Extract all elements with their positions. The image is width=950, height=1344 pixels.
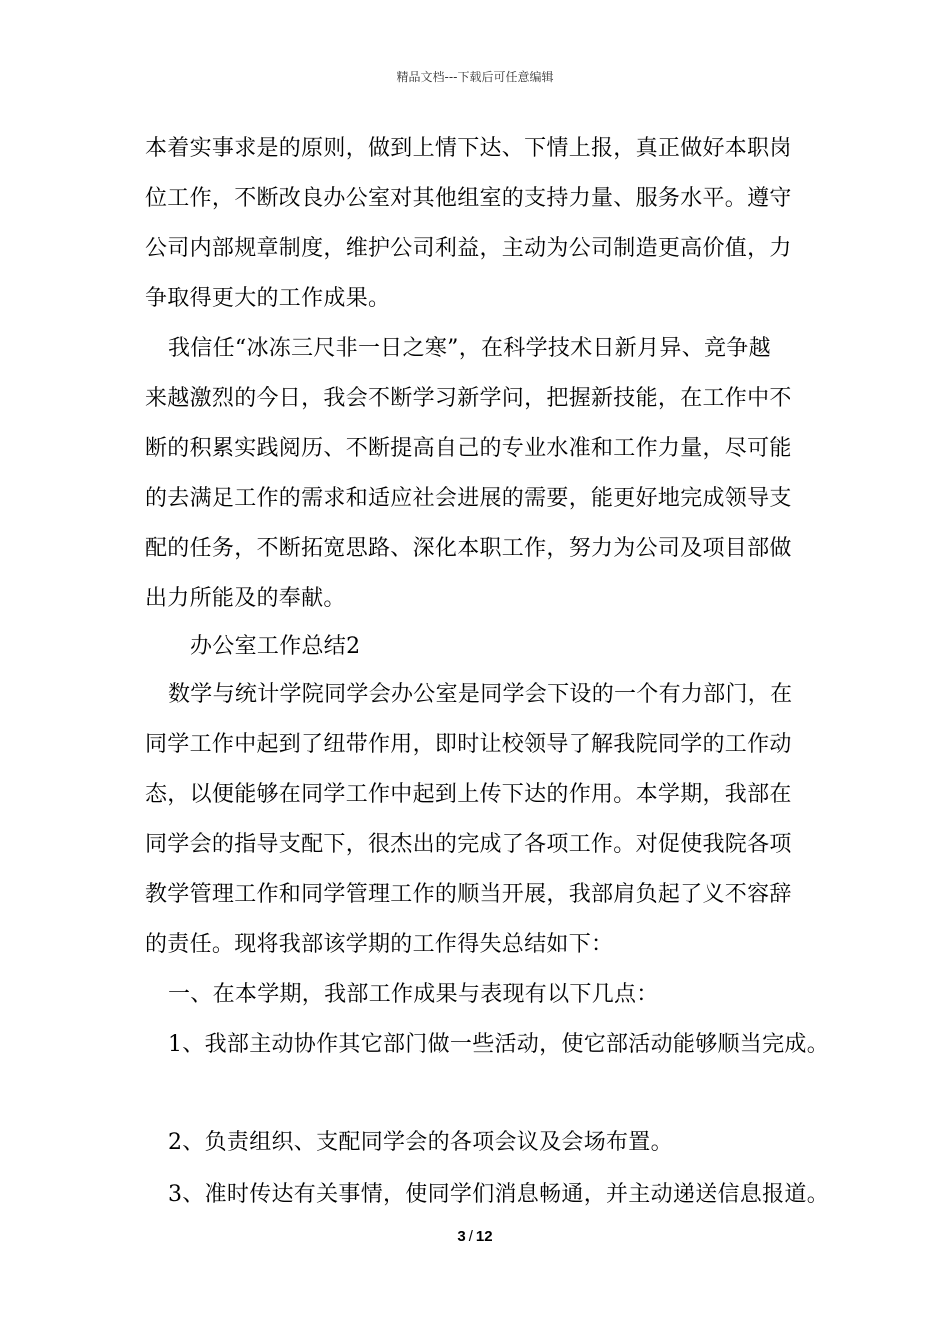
list-item: 3、准时传达有关事情，使同学们消息畅通，并主动递送信息报道。: [168, 1182, 829, 1207]
body-line: 数学与统计学院同学会办公室是同学会下设的一个有力部门，在: [168, 682, 793, 707]
body-line: 教学管理工作和同学管理工作的顺当开展，我部肩负起了义不容辞: [145, 882, 792, 907]
body-line: 断的积累实践阅历、不断提高自己的专业水准和工作力量，尽可能: [145, 436, 792, 461]
body-line: 的责任。现将我部该学期的工作得失总结如下：: [145, 932, 614, 957]
body-line: 本着实事求是的原则，做到上情下达、下情上报，真正做好本职岗: [145, 136, 792, 161]
page-separator: /: [468, 1228, 473, 1245]
body-line: 配的任务，不断拓宽思路、深化本职工作，努力为公司及项目部做: [145, 536, 792, 561]
body-line: 我信任“冰冻三尺非一日之寒”，在科学技术日新月异、竞争越: [168, 336, 771, 361]
page-number: [0, 1227, 950, 1247]
page-header: 精品文档---下载后可任意编辑: [396, 70, 554, 84]
current-page: 3: [457, 1228, 466, 1245]
body-line: 位工作，不断改良办公室对其他组室的支持力量、服务水平。遵守: [145, 186, 792, 211]
body-line: 同学工作中起到了纽带作用，即时让校领导了解我院同学的工作动: [145, 732, 792, 757]
list-heading: 一、在本学期，我部工作成果与表现有以下几点：: [168, 982, 659, 1007]
body-line: 出力所能及的奉献。: [145, 586, 346, 611]
total-pages: 12: [475, 1228, 493, 1245]
body-line: 来越激烈的今日，我会不断学习新学问，把握新技能，在工作中不: [145, 386, 792, 411]
body-line: 公司内部规章制度，维护公司利益，主动为公司制造更高价值，力: [145, 236, 792, 261]
list-item: 2、负责组织、支配同学会的各项会议及会场布置。: [168, 1130, 673, 1155]
body-line: 态，以便能够在同学工作中起到上传下达的作用。本学期，我部在: [145, 782, 792, 807]
section-heading: 办公室工作总结2: [190, 634, 361, 659]
body-line: 争取得更大的工作成果。: [145, 286, 391, 311]
list-item: 1、我部主动协作其它部门做一些活动，使它部活动能够顺当完成。: [168, 1032, 829, 1057]
body-line: 的去满足工作的需求和适应社会进展的需要，能更好地完成领导支: [145, 486, 792, 511]
body-line: 同学会的指导支配下，很杰出的完成了各项工作。对促使我院各项: [145, 832, 792, 857]
